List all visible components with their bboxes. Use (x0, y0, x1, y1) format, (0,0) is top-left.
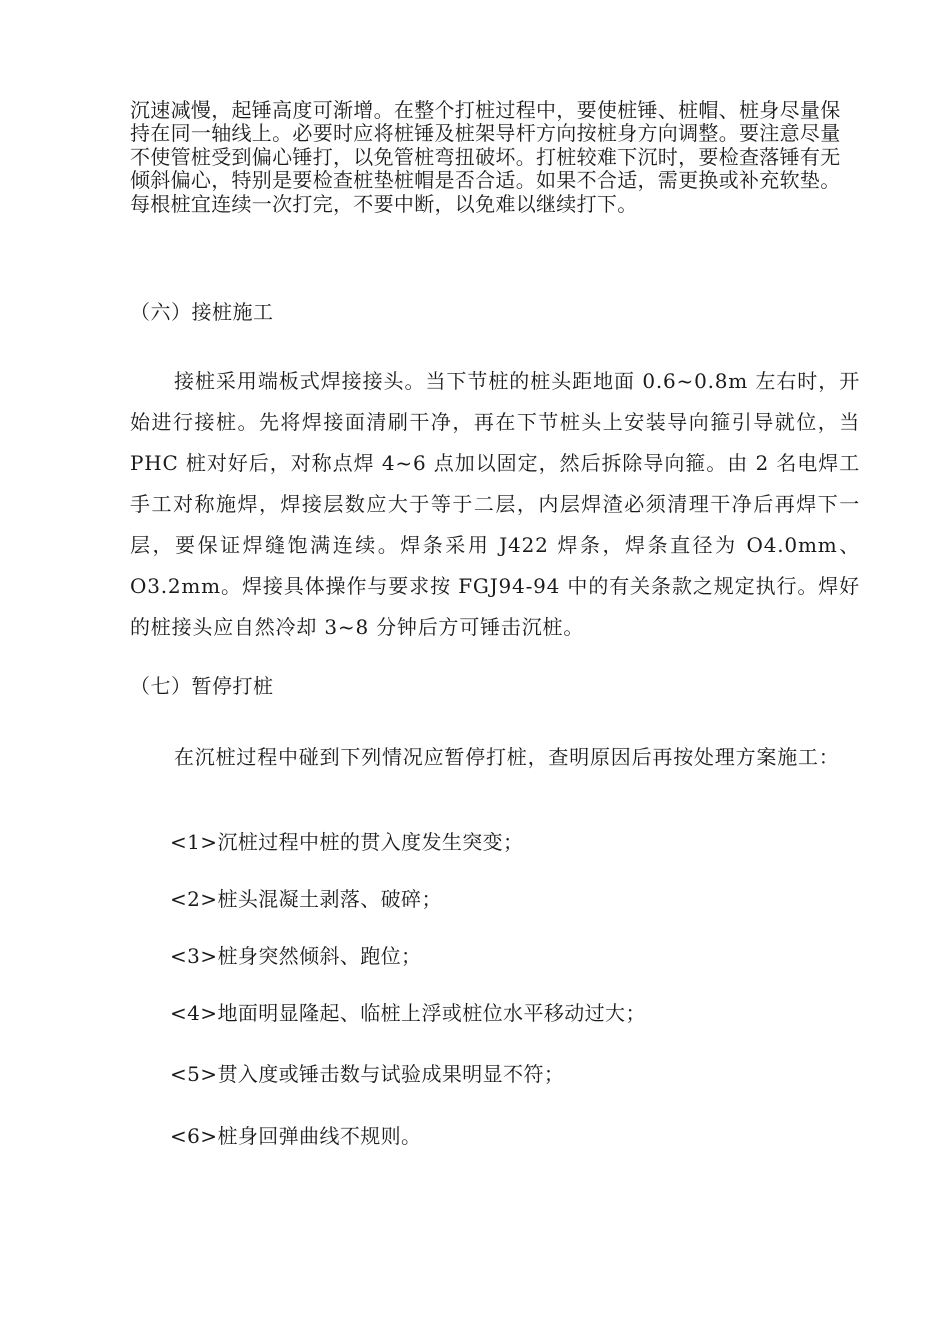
list-item: <3>桩身突然倾斜、跑位； (170, 944, 422, 968)
section-7-paragraph: 在沉桩过程中碰到下列情况应暂停打桩，查明原因后再按处理方案施工： (174, 745, 840, 769)
list-item: <1>沉桩过程中桩的贯入度发生突变； (170, 830, 524, 854)
list-item: <2>桩头混凝土剥落、破碎； (170, 887, 442, 911)
section-heading-6: （六）接桩施工 (130, 300, 274, 324)
list-item: <6>桩身回弹曲线不规则。 (170, 1124, 422, 1148)
intro-paragraph: 沉速减慢，起锤高度可渐增。在整个打桩过程中，要使桩锤、桩帽、桩身尽量保持在同一轴线上。必要时应将桩锤及桩架导杆方向按桩身方向调整。要注意尽量不使管桩受到偏心锤打，以免管桩弯扭破坏。打桩较难下沉时，要检查落锤有无倾斜偏心，特别是要检查桩垫桩帽是否合适。如果不合适，需更换或补充软垫。每根桩宜连续一次打完，不要中断，以免难以继续打下。 (130, 98, 841, 216)
section-6-paragraph: 接桩采用端板式焊接接头。当下节桩的桩头距地面 0.6~0.8m 左右时，开始进行接桩。先将焊接面清刷干净，再在下节桩头上安装导向箍引导就位，当 PHC 桩对好后，对称点焊 4~6 点加以固定，然后拆除导向箍。由 2 名电焊工手工对称施焊，焊接层数应大于等于二层，内层焊渣必须清理干净后再焊下一层，要保证焊缝饱满连续。焊条采用 J422 焊条，焊条直径为 Ο4.0mm、Ο3.2mm。焊接具体操作与要求按 FGJ94-94 中的有关条款之规定执行。焊好的桩接头应自然冷却 3~8 分钟后方可锤击沉桩。 (130, 369, 860, 639)
list-item: <5>贯入度或锤击数与试验成果明显不符； (170, 1062, 565, 1086)
section-heading-7: （七）暂停打桩 (130, 674, 274, 698)
list-item: <4>地面明显隆起、临桩上浮或桩位水平移动过大； (170, 1001, 646, 1025)
